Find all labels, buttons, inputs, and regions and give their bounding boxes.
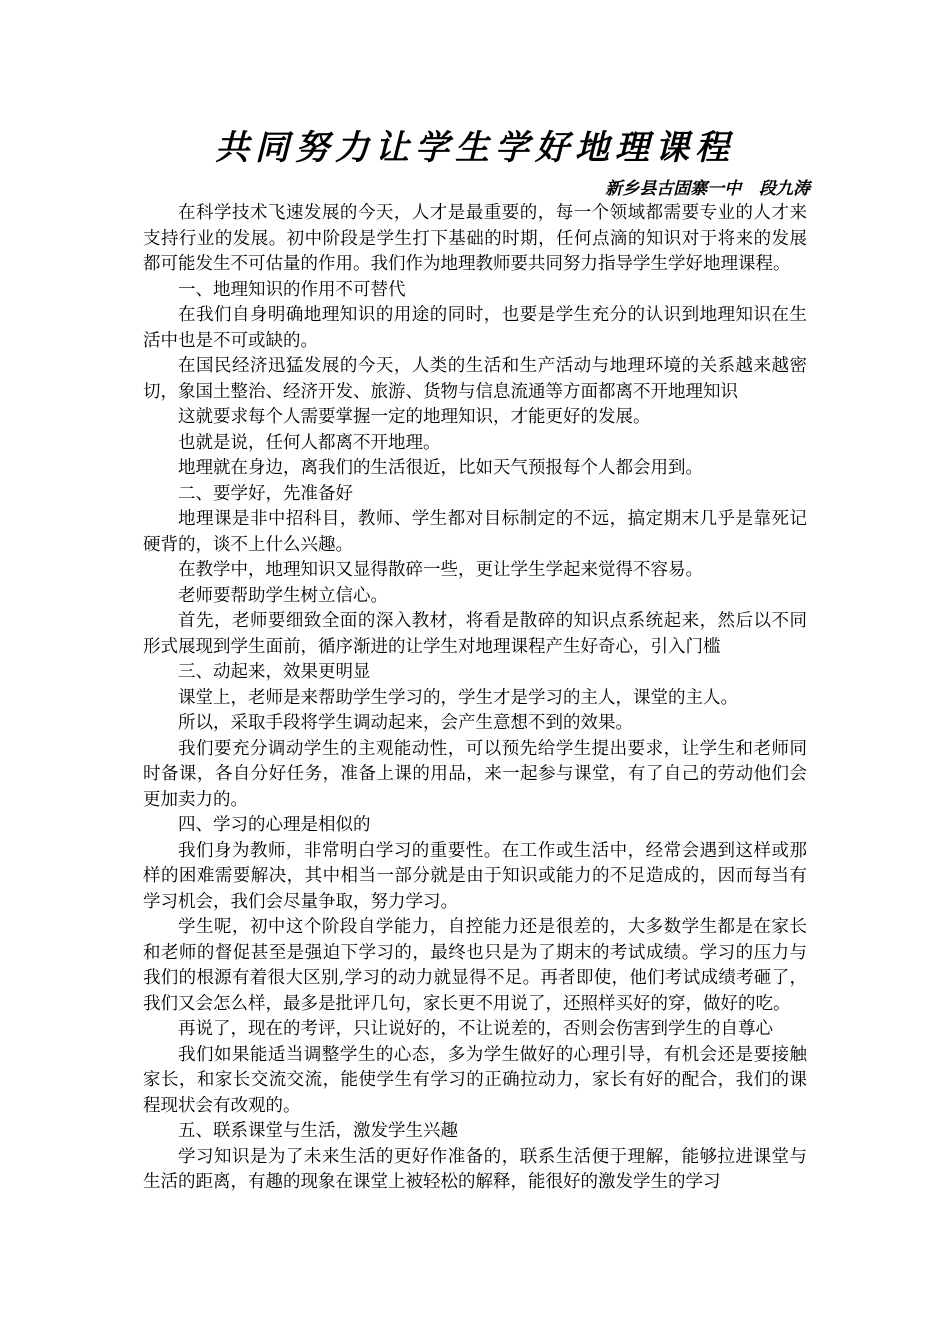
paragraph: 学习知识是为了未来生活的更好作准备的，联系生活便于理解，能够拉进课堂与生活的距离，有趣的现象在课堂上被轻松的解释，能很好的激发学生的学习: [143, 1146, 807, 1192]
paragraph: 所以，采取手段将学生调动起来，会产生意想不到的效果。: [178, 713, 633, 733]
paragraph: 在我们自身明确地理知识的用途的同时，也要是学生充分的认识到地理知识在生活中也是不可或缺的。: [143, 305, 807, 351]
paragraph: 再说了，现在的考评，只让说好的，不让说差的，否则会伤害到学生的自尊心: [178, 1019, 773, 1039]
paragraph: 老师要帮助学生树立信心。: [178, 585, 388, 606]
paragraph: 我们要充分调动学生的主观能动性，可以预先给学生提出要求，让学生和老师同时备课，各自分好任务，准备上课的用品，来一起参与课堂，有了自己的劳动他们会更加卖力的。: [143, 738, 807, 810]
paragraph: 也就是说，任何人都离不开地理。: [178, 432, 441, 453]
section-heading-2: 二、要学好，先准备好: [178, 483, 353, 504]
document-title: 共同努力让学生学好地理课程: [215, 128, 735, 168]
paragraph: 我们如果能适当调整学生的心态，多为学生做好的心理引导，有机会还是要接触家长，和家长交流交流，能使学生有学习的正确拉动力，家长有好的配合，我们的课程现状会有改观的。: [143, 1044, 807, 1116]
paragraph: 我们身为教师，非常明白学习的重要性。在工作或生活中，经常会遇到这样或那样的困难需要解决，其中相当一部分就是由于知识或能力的不足造成的，因而每当有学习机会，我们会尽量争取，努力学习。: [143, 840, 807, 912]
paragraph: 地理课是非中招科目，教师、学生都对目标制定的不远，搞定期末几乎是靠死记硬背的，谈不上什么兴趣。: [143, 509, 807, 555]
paragraph: 课堂上，老师是来帮助学生学习的，学生才是学习的主人，课堂的主人。: [178, 687, 738, 708]
section-heading-1: 一、地理知识的作用不可替代: [178, 279, 406, 300]
paragraph: 在国民经济迅猛发展的今天，人类的生活和生产活动与地理环境的关系越来越密切，象国土整治、经济开发、旅游、货物与信息流通等方面都离不开地理知识: [143, 356, 807, 402]
paragraph-intro: 在科学技术飞速发展的今天，人才是最重要的，每一个领域都需要专业的人才来支持行业的发展。初中阶段是学生打下基础的时期，任何点滴的知识对于将来的发展都可能发生不可估量的作用。我们作为地理教师要共同努力指导学生学好地理课程。: [143, 203, 807, 274]
section-heading-5: 五、联系课堂与生活，激发学生兴趣: [178, 1121, 458, 1141]
author-line: 新乡县古固寨一中 段九涛: [605, 179, 810, 199]
section-heading-3: 三、动起来，效果更明显: [178, 662, 371, 682]
section-heading-4: 四、学习的心理是相似的: [178, 815, 371, 835]
paragraph: 地理就在身边，离我们的生活很近，比如天气预报每个人都会用到。: [178, 458, 703, 478]
paragraph: 在教学中，地理知识又显得散碎一些，更让学生学起来觉得不容易。: [178, 560, 703, 580]
paragraph: 学生呢，初中这个阶段自学能力，自控能力还是很差的，大多数学生都是在家长和老师的督促甚至是强迫下学习的，最终也只是为了期末的考试成绩。学习的压力与我们的根源有着很大区别,学习的动力就显得不足。再者即使，他们考试成绩考砸了，我们又会怎么样，最多是批评几句，家长更不用说了，还照样买好的穿，做好的吃。: [143, 917, 807, 1014]
paragraph: 这就要求每个人需要掌握一定的地理知识，才能更好的发展。: [178, 407, 651, 427]
document-body: [143, 201, 807, 1196]
paragraph: 首先，老师要细致全面的深入教材，将看是散碎的知识点系统起来，然后以不同形式展现到学生面前，循序渐进的让学生对地理课程产生好奇心，引入门槛: [143, 611, 807, 657]
